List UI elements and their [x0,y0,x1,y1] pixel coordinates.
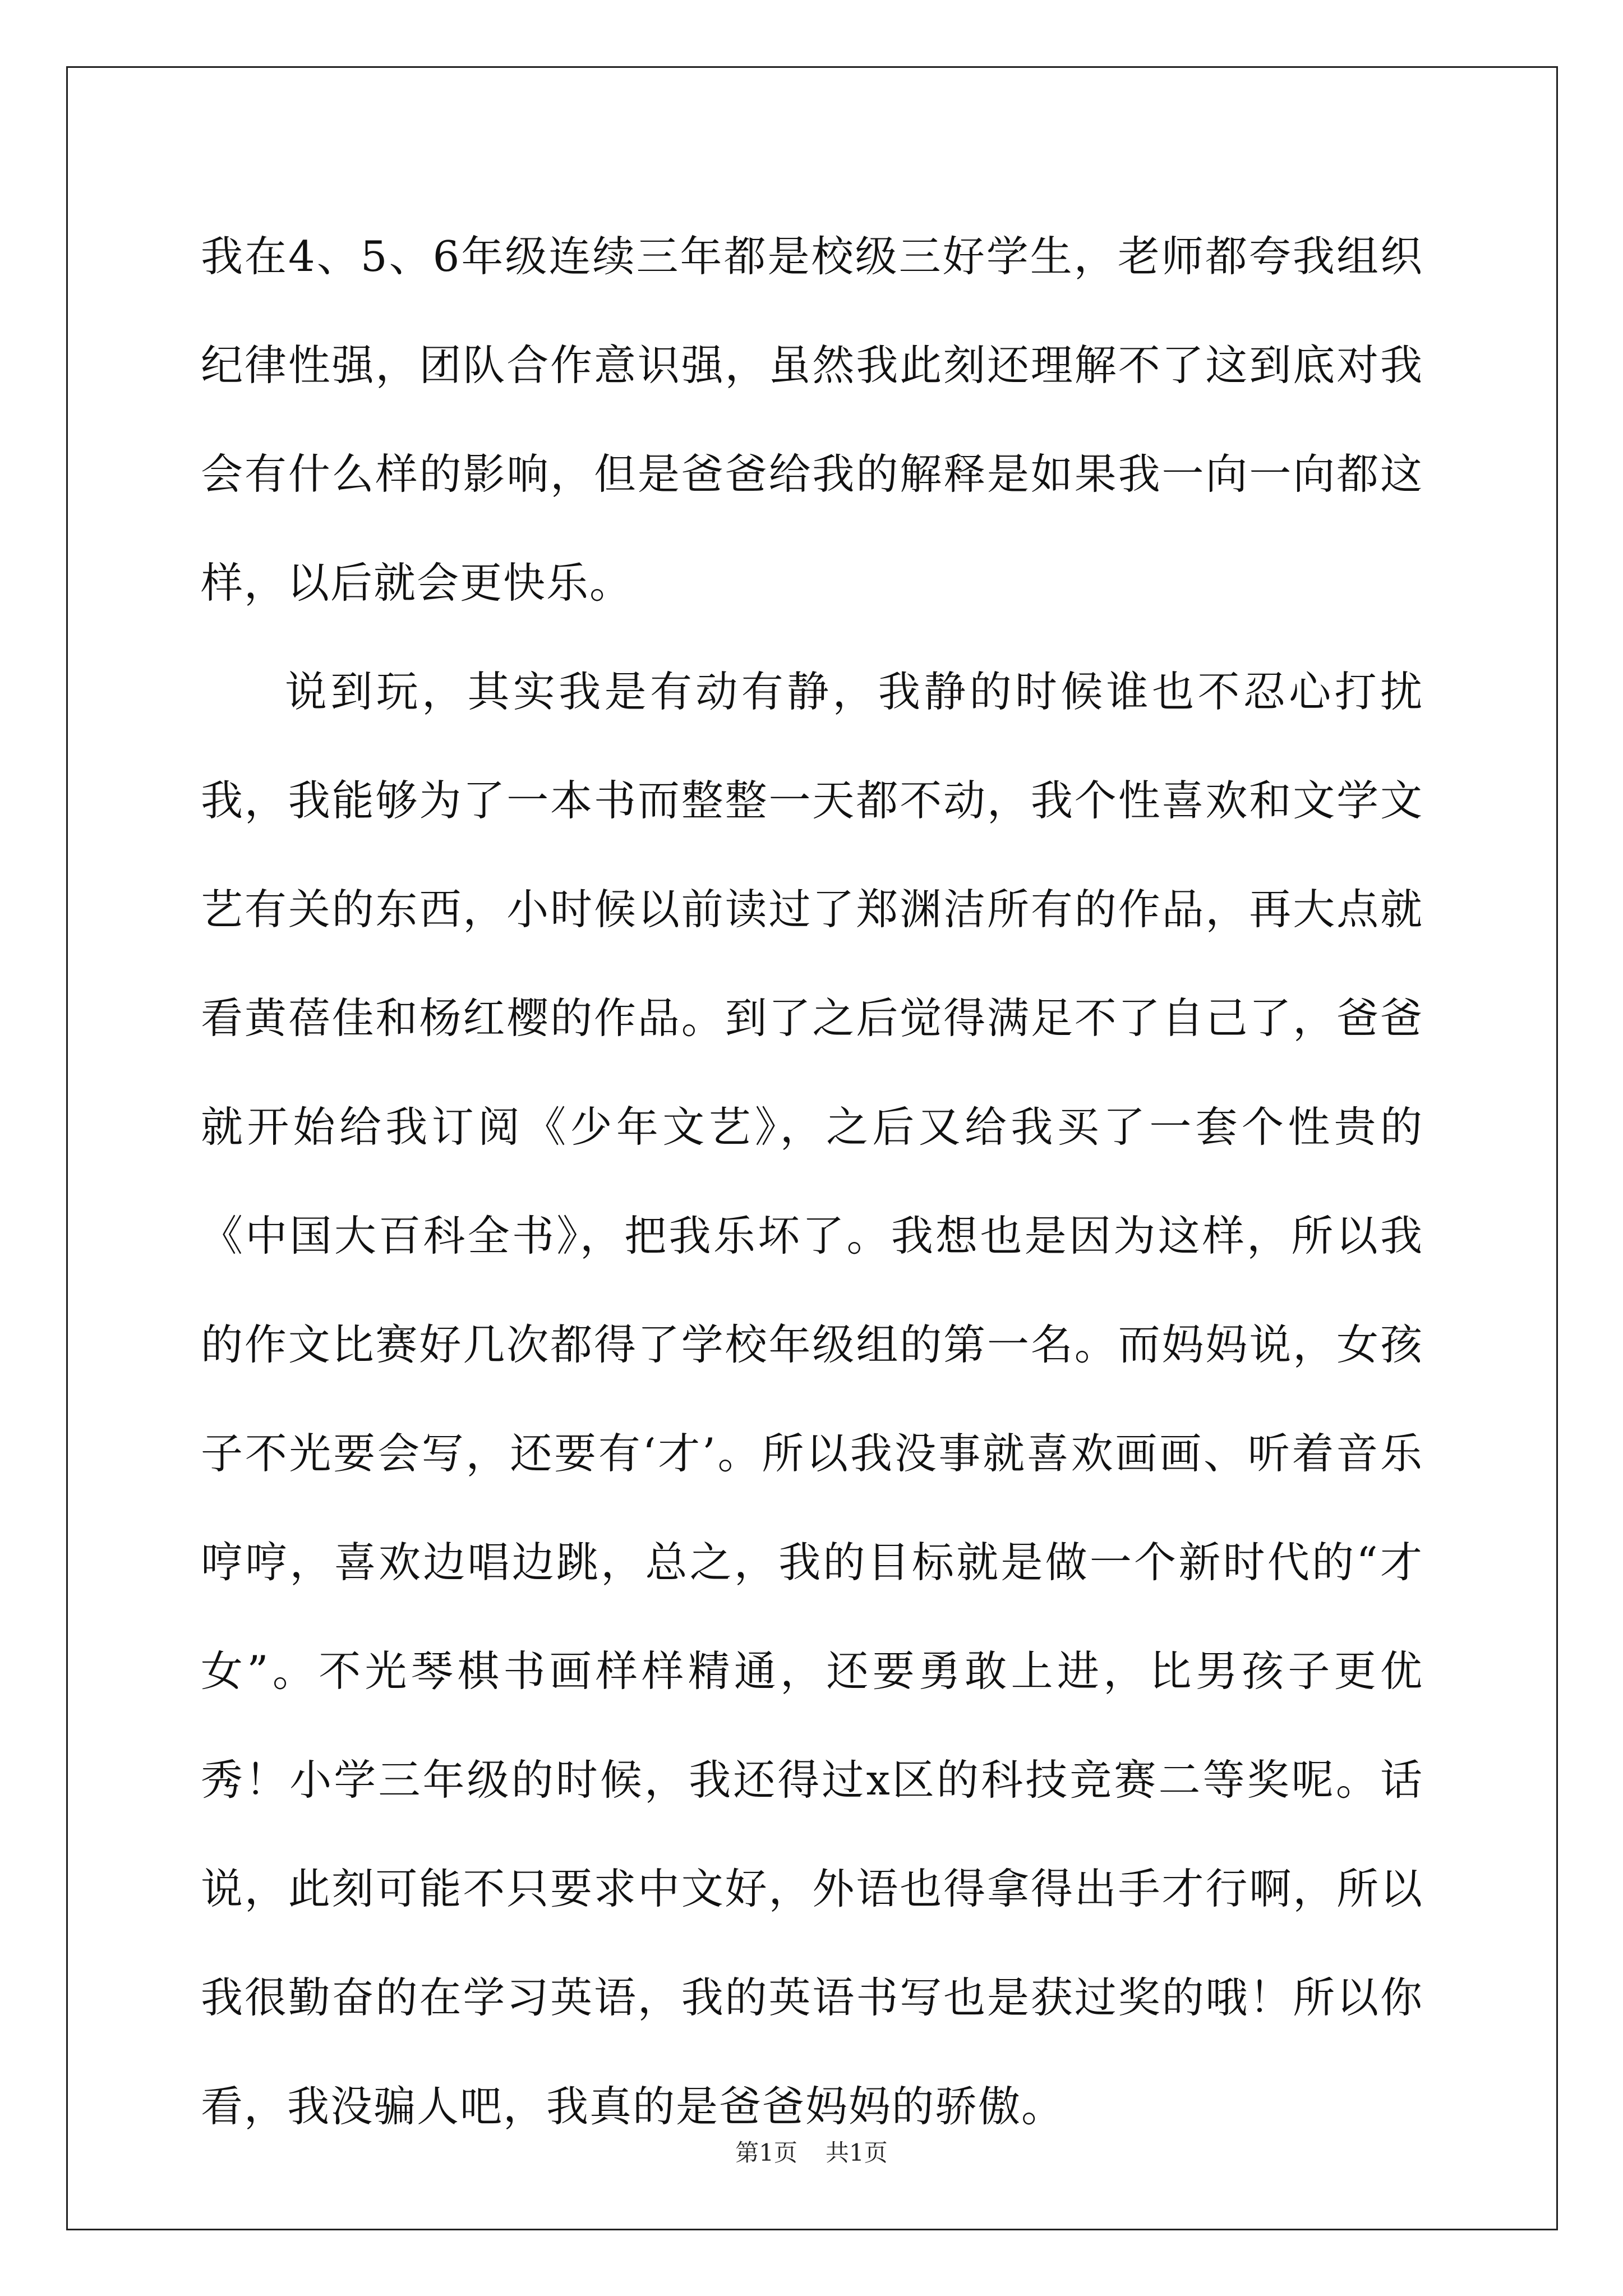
paragraph-2: 说到玩，其实我是有动有静，我静的时候谁也不忍心打扰我，我能够为了一本书而整整一天都不动，我个性喜欢和文学文艺有关的东西，小时候以前读过了郑渊洁所有的作品，再大点就看黄蓓佳和杨红樱的作品。到了之后觉得满足不了自己了，爸爸就开始给我订阅《少年文艺》，之后又给我买了一套个性贵的《中国大百科全书》，把我乐坏了。我想也是因为这样，所以我的作文比赛好几次都得了学校年级组的第一名。而妈妈说，女孩子不光要会写，还要有‘才’。所以我没事就喜欢画画、听着音乐哼哼，喜欢边唱边跳，总之，我的目标就是做一个新时代的“才女”。不光琴棋书画样样精通，还要勇敢上进，比男孩子更优秀！小学三年级的时候，我还得过x区的科技竞赛二等奖呢。话说，此刻可能不只要求中文好，外语也得拿得出手才行啊，所以我很勤奋的在学习英语，我的英语书写也是获过奖的哦！所以你看，我没骗人吧，我真的是爸爸妈妈的骄傲。 [201,667,1423,2131]
page-footer [0,2136,1623,2170]
paragraph-1: 我在4、5、6年级连续三年都是校级三好学生，老师都夸我组织纪律性强，团队合作意识强，虽然我此刻还理解不了这到底对我会有什么样的影响，但是爸爸给我的解释是如果我一向一向都这样，以后就会更快乐。 [201,232,1423,608]
page-number: 第1页 [735,2139,797,2166]
page-total: 共1页 [826,2139,888,2166]
document-body [201,202,1423,2161]
